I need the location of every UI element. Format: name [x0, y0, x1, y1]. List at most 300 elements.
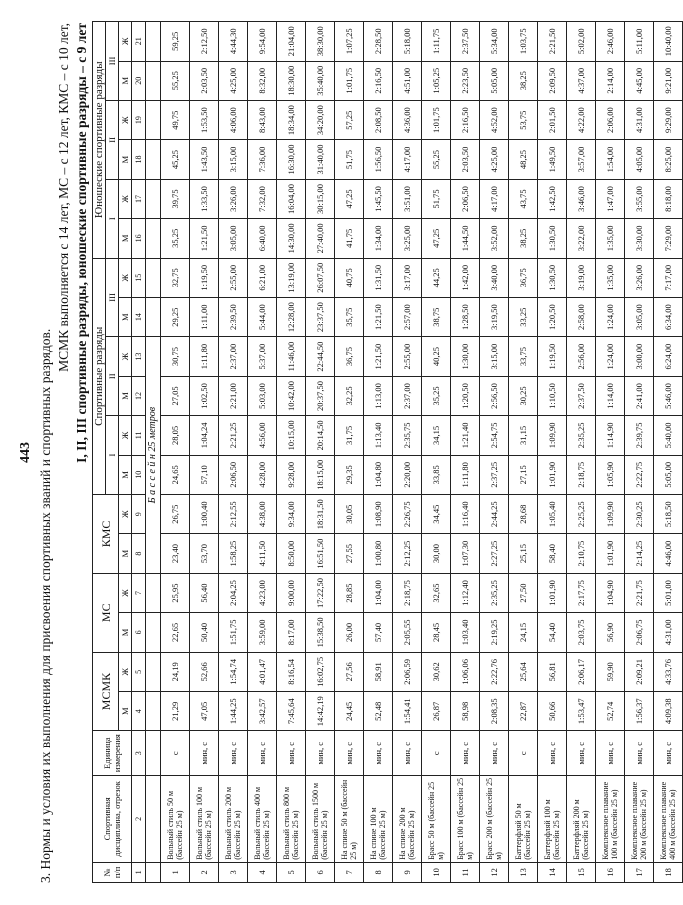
norm-value: 1:01,75 — [422, 100, 451, 139]
norm-value: 5:37,00 — [248, 337, 277, 376]
norm-value: 1:04,90 — [596, 573, 625, 612]
norm-value: 2:54,75 — [480, 416, 509, 455]
norm-value: 4:06,00 — [219, 100, 248, 139]
norm-value: 1:03,40 — [451, 613, 480, 652]
norm-value: 52,66 — [190, 652, 219, 691]
norm-value: 4:22,00 — [567, 100, 596, 139]
norm-value: 1:00,80 — [364, 534, 393, 573]
norm-value: 2:37,25 — [480, 455, 509, 494]
norm-value: 2:16,50 — [364, 61, 393, 100]
norm-value: 30,00 — [422, 534, 451, 573]
unit-cell: мин, с — [567, 731, 596, 775]
kms-header: КМС — [93, 495, 119, 574]
norm-value: 4:09,38 — [654, 692, 683, 731]
norm-value: 27,55 — [335, 534, 364, 573]
norm-value: 1:04,80 — [364, 455, 393, 494]
norm-value: 18:31,50 — [306, 495, 335, 534]
norm-value: 1:16,40 — [451, 495, 480, 534]
gender-zh-header: Ж — [119, 179, 132, 218]
norm-value: 2:30,25 — [625, 495, 654, 534]
norm-value: 3:19,50 — [480, 297, 509, 336]
norm-value: 30,25 — [509, 376, 538, 415]
unit-cell: мин, с — [451, 731, 480, 775]
norm-value: 51,75 — [422, 179, 451, 218]
norm-value: 4:52,00 — [480, 100, 509, 139]
norm-value: 2:06,59 — [393, 652, 422, 691]
norm-value: 4:31,00 — [625, 100, 654, 139]
norm-value: 1:01,90 — [538, 455, 567, 494]
norm-value: 1:19,50 — [190, 258, 219, 297]
norm-value: 32,65 — [422, 573, 451, 612]
norm-value: 4:05,00 — [625, 140, 654, 179]
unit-cell: мин, с — [625, 731, 654, 775]
discipline-name: Вольный стиль 1500 м (бассейн 25 м) — [306, 775, 335, 862]
norm-value: 1:07,30 — [451, 534, 480, 573]
norm-value: 24,45 — [335, 692, 364, 731]
norm-value: 4:56,00 — [248, 416, 277, 455]
table-row — [335, 22, 364, 883]
discipline-name: Комплексное плавание 100 м (бассейн 25 м) — [596, 775, 625, 862]
norm-value: 58,91 — [364, 652, 393, 691]
norm-value: 4:31,00 — [654, 613, 683, 652]
norm-value: 21,29 — [161, 692, 190, 731]
gender-m-header: М — [119, 61, 132, 100]
norm-value: 2:18,75 — [393, 573, 422, 612]
norm-value: 9:28,00 — [277, 455, 306, 494]
norm-value: 9:21,00 — [654, 61, 683, 100]
norm-value: 1:09,90 — [596, 495, 625, 534]
youth-ranks-header: Юношеские спортивные разряды — [93, 22, 106, 259]
norm-value: 45,25 — [161, 140, 190, 179]
norm-value: 18:30,00 — [277, 61, 306, 100]
norm-value: 1:24,00 — [596, 337, 625, 376]
norm-value: 25,95 — [161, 573, 190, 612]
unit-cell: мин, с — [306, 731, 335, 775]
norm-value: 38,25 — [509, 61, 538, 100]
norm-value: 3:30,00 — [625, 219, 654, 258]
gender-m-header: М — [119, 140, 132, 179]
norm-value: 2:19,25 — [480, 613, 509, 652]
norm-value: 2:22,75 — [625, 455, 654, 494]
norm-value: 4:25,00 — [480, 140, 509, 179]
norm-value: 1:13,00 — [364, 376, 393, 415]
column-number: 20 — [132, 61, 146, 100]
norm-value: 1:51,75 — [219, 613, 248, 652]
column-number: 3 — [132, 731, 146, 775]
norm-value: 10:40,00 — [654, 22, 683, 62]
norm-value: 57,25 — [335, 100, 364, 139]
discipline-name: Баттерфляй 200 м (бассейн 25 м) — [567, 775, 596, 862]
norm-value: 17:22,50 — [306, 573, 335, 612]
norm-value: 38,25 — [509, 219, 538, 258]
norm-value: 1:20,50 — [538, 297, 567, 336]
norm-value: 50,40 — [190, 613, 219, 652]
table-row — [277, 22, 306, 883]
norm-value: 1:56,37 — [625, 692, 654, 731]
column-number: 2 — [132, 775, 146, 862]
norm-value: 2:44,25 — [480, 495, 509, 534]
norm-value: 5:18,50 — [654, 495, 683, 534]
norm-value: 16:51,50 — [306, 534, 335, 573]
column-number: 8 — [132, 534, 146, 573]
norm-value: 1:21,40 — [451, 416, 480, 455]
norm-value: 4:45,00 — [625, 61, 654, 100]
norm-value: 2:41,00 — [625, 376, 654, 415]
norm-value: 40,75 — [335, 258, 364, 297]
norm-value: 35,25 — [422, 376, 451, 415]
norm-value: 1:06,06 — [451, 652, 480, 691]
norm-value: 1:01,90 — [538, 573, 567, 612]
column-number: 10 — [132, 455, 146, 494]
norm-value: 56,81 — [538, 652, 567, 691]
norm-value: 52,74 — [596, 692, 625, 731]
unit-cell: мин, с — [480, 731, 509, 775]
table-row — [219, 22, 248, 883]
gender-m-header: М — [119, 297, 132, 336]
norm-value: 3:26,00 — [219, 179, 248, 218]
row-number: 4 — [248, 862, 277, 882]
norm-value: 2:58,00 — [567, 297, 596, 336]
norm-value: 2:01,50 — [538, 100, 567, 139]
norm-value: 1:21,50 — [364, 297, 393, 336]
unit-cell: с — [161, 731, 190, 775]
gender-zh-header: Ж — [119, 416, 132, 455]
norm-value: 1:01,75 — [335, 61, 364, 100]
gender-m-header: М — [119, 613, 132, 652]
norm-value: 1:43,50 — [190, 140, 219, 179]
norm-value: 3:15,00 — [219, 140, 248, 179]
norm-value: 2:06,50 — [451, 179, 480, 218]
table-row — [654, 22, 683, 883]
norm-value: 2:21,50 — [538, 22, 567, 62]
norm-value: 23,40 — [161, 534, 190, 573]
unit-cell: с — [422, 731, 451, 775]
table-row — [567, 22, 596, 883]
norm-value: 3:22,00 — [567, 219, 596, 258]
norm-value: 59,90 — [596, 652, 625, 691]
norm-value: 1:34,00 — [364, 219, 393, 258]
norm-value: 29,35 — [335, 455, 364, 494]
norm-value: 1:42,00 — [451, 258, 480, 297]
norm-value: 8:25,00 — [654, 140, 683, 179]
norm-value: 9:34,00 — [277, 495, 306, 534]
norm-value: 1:08,90 — [364, 495, 393, 534]
norm-value: 6:34,00 — [654, 297, 683, 336]
sport-rank-1: I — [106, 416, 119, 495]
norm-value: 8:17,00 — [277, 613, 306, 652]
norm-value: 20:14,50 — [306, 416, 335, 455]
norm-value: 29,25 — [161, 297, 190, 336]
norm-value: 39,75 — [161, 179, 190, 218]
norm-value: 1:10,50 — [538, 376, 567, 415]
norm-value: 5:02,00 — [567, 22, 596, 62]
norm-value: 55,25 — [422, 140, 451, 179]
norm-value: 1:35,00 — [596, 219, 625, 258]
norm-value: 1:11,75 — [422, 22, 451, 62]
norm-value: 3:40,00 — [480, 258, 509, 297]
norm-value: 5:44,00 — [248, 297, 277, 336]
column-number: 19 — [132, 100, 146, 139]
norm-value: 33,25 — [509, 297, 538, 336]
gender-m-header: М — [119, 534, 132, 573]
norm-value: 4:17,00 — [393, 140, 422, 179]
norm-value: 1:14,90 — [596, 416, 625, 455]
norm-value: 8:50,00 — [277, 534, 306, 573]
row-number: 15 — [567, 862, 596, 882]
norm-value: 9:00,00 — [277, 573, 306, 612]
norm-value: 23:37,50 — [306, 297, 335, 336]
norm-value: 2:57,00 — [393, 297, 422, 336]
norm-value: 2:55,00 — [393, 337, 422, 376]
table-row — [161, 22, 190, 883]
norm-value: 2:06,75 — [625, 613, 654, 652]
norm-value: 47,05 — [190, 692, 219, 731]
norm-value: 54,40 — [538, 613, 567, 652]
norm-value: 1:58,25 — [219, 534, 248, 573]
norm-value: 7:32,00 — [248, 179, 277, 218]
norm-value: 38,75 — [422, 297, 451, 336]
row-number: 9 — [393, 862, 422, 882]
norm-value: 40,25 — [422, 337, 451, 376]
norm-value: 34,45 — [422, 495, 451, 534]
norm-value: 2:46,00 — [596, 22, 625, 62]
gender-zh-header: Ж — [119, 258, 132, 297]
norm-value: 7:29,00 — [654, 219, 683, 258]
norm-value: 25,64 — [509, 652, 538, 691]
norm-value: 3:55,00 — [625, 179, 654, 218]
gender-zh-header: Ж — [119, 22, 132, 62]
norm-value: 1:04,00 — [364, 573, 393, 612]
norm-value: 22,87 — [509, 692, 538, 731]
unit-cell: мин, с — [596, 731, 625, 775]
unit-cell: мин, с — [190, 731, 219, 775]
norm-value: 15:38,50 — [306, 613, 335, 652]
column-number: 15 — [132, 258, 146, 297]
norm-value: 1:53,50 — [190, 100, 219, 139]
norm-value: 1:56,50 — [364, 140, 393, 179]
norm-value: 56,40 — [190, 573, 219, 612]
norm-value: 2:35,75 — [393, 416, 422, 455]
norm-value: 20:37,50 — [306, 376, 335, 415]
norm-value: 3:15,00 — [480, 337, 509, 376]
norm-value: 9:29,00 — [654, 100, 683, 139]
row-number: 14 — [538, 862, 567, 882]
norm-value: 26,87 — [422, 692, 451, 731]
discipline-name: Вольный стиль 800 м (бассейн 25 м) — [277, 775, 306, 862]
gender-zh-header: Ж — [119, 337, 132, 376]
norm-value: 10:42,00 — [277, 376, 306, 415]
norm-value: 2:06,50 — [219, 455, 248, 494]
norm-value: 33,75 — [509, 337, 538, 376]
norm-value: 36,75 — [509, 258, 538, 297]
column-number: 5 — [132, 652, 146, 691]
norm-value: 57,40 — [364, 613, 393, 652]
norm-value: 2:56,50 — [480, 376, 509, 415]
norm-value: 30:15,00 — [306, 179, 335, 218]
norms-table — [92, 21, 683, 883]
norm-value: 24,19 — [161, 652, 190, 691]
norm-value: 1:12,40 — [451, 573, 480, 612]
norm-value: 1:54,41 — [393, 692, 422, 731]
norm-value: 1:33,50 — [190, 179, 219, 218]
norm-value: 1:04,24 — [190, 416, 219, 455]
unit-cell: с — [509, 731, 538, 775]
norm-value: 43,75 — [509, 179, 538, 218]
norm-value: 5:01,00 — [654, 573, 683, 612]
norm-value: 41,75 — [335, 219, 364, 258]
table-row — [248, 22, 277, 883]
norm-value: 5:03,00 — [248, 376, 277, 415]
norm-value: 2:14,00 — [596, 61, 625, 100]
norm-value: 34,15 — [422, 416, 451, 455]
norm-value: 2:21,75 — [625, 573, 654, 612]
norm-value: 2:04,25 — [219, 573, 248, 612]
norm-value: 2:16,50 — [451, 100, 480, 139]
norm-value: 7:36,00 — [248, 140, 277, 179]
norm-value: 5:05,00 — [480, 61, 509, 100]
norm-value: 2:12,25 — [393, 534, 422, 573]
norm-value: 2:21,25 — [219, 416, 248, 455]
norm-value: 27,50 — [509, 573, 538, 612]
sport-ranks-header: Спортивные разряды — [93, 258, 106, 494]
norm-value: 1:28,50 — [451, 297, 480, 336]
unit-cell: мин, с — [248, 731, 277, 775]
column-number: 11 — [132, 416, 146, 455]
norm-value: 1:03,75 — [509, 22, 538, 62]
column-number: 9 — [132, 495, 146, 534]
norm-value: 1:45,50 — [364, 179, 393, 218]
norm-value: 35:40,00 — [306, 61, 335, 100]
norm-value: 2:14,25 — [625, 534, 654, 573]
norm-value: 2:35,25 — [480, 573, 509, 612]
gender-m-header: М — [119, 692, 132, 731]
norm-value: 1:02,50 — [190, 376, 219, 415]
norm-value: 38:30,00 — [306, 22, 335, 62]
discipline-name: Вольный стиль 200 м (бассейн 25 м) — [219, 775, 248, 862]
column-number: 14 — [132, 297, 146, 336]
row-number: 12 — [480, 862, 509, 882]
norm-value: 2:03,50 — [451, 140, 480, 179]
unit-cell: мин, с — [393, 731, 422, 775]
norm-value: 1:21,50 — [364, 337, 393, 376]
norm-value: 4:23,00 — [248, 573, 277, 612]
ms-header: МС — [93, 573, 119, 652]
gender-m-header: М — [119, 455, 132, 494]
norm-value: 16:02,75 — [306, 652, 335, 691]
norm-value: 2:12,55 — [219, 495, 248, 534]
gender-m-header: М — [119, 219, 132, 258]
norm-value: 18:15,00 — [306, 455, 335, 494]
norm-value: 48,25 — [509, 140, 538, 179]
discipline-name: Комплексное плавание 400 м (бассейн 25 м) — [654, 775, 683, 862]
norm-value: 2:39,75 — [625, 416, 654, 455]
norm-value: 25,15 — [509, 534, 538, 573]
column-number: 16 — [132, 219, 146, 258]
column-number: 21 — [132, 22, 146, 62]
norm-value: 2:39,50 — [219, 297, 248, 336]
norm-value: 2:05,55 — [393, 613, 422, 652]
norm-value: 44,25 — [422, 258, 451, 297]
norm-value: 58,98 — [451, 692, 480, 731]
row-number: 16 — [596, 862, 625, 882]
norm-value: 3:57,00 — [567, 140, 596, 179]
norm-value: 1:20,50 — [451, 376, 480, 415]
column-number: 18 — [132, 140, 146, 179]
discipline-name: Комплексное плавание 200 м (бассейн 25 м) — [625, 775, 654, 862]
gender-zh-header: Ж — [119, 495, 132, 534]
norm-value: 1:11,80 — [451, 455, 480, 494]
norm-value: 4:11,50 — [248, 534, 277, 573]
norm-value: 31,75 — [335, 416, 364, 455]
column-number: 1 — [132, 862, 146, 882]
youth-rank-3: III — [106, 22, 119, 101]
page-number: 443 — [18, 442, 33, 463]
unit-cell: мин, с — [277, 731, 306, 775]
norm-value: 11:46,00 — [277, 337, 306, 376]
norm-value: 3:26,00 — [625, 258, 654, 297]
norm-value: 28,68 — [509, 495, 538, 534]
norm-value: 10:15,00 — [277, 416, 306, 455]
norm-value: 2:03,75 — [567, 613, 596, 652]
norm-value: 2:21,00 — [219, 376, 248, 415]
norm-value: 4:51,00 — [393, 61, 422, 100]
norm-value: 31,15 — [509, 416, 538, 455]
table-row — [364, 22, 393, 883]
gender-zh-header: Ж — [119, 573, 132, 612]
norm-value: 53,70 — [190, 534, 219, 573]
norm-value: 2:03,50 — [190, 61, 219, 100]
norm-value: 2:35,25 — [567, 416, 596, 455]
norm-value: 2:12,50 — [190, 22, 219, 62]
norm-value: 53,75 — [509, 100, 538, 139]
norm-value: 6:40,00 — [248, 219, 277, 258]
norm-value: 1:54,74 — [219, 652, 248, 691]
table-row — [393, 22, 422, 883]
norm-value: 4:25,00 — [219, 61, 248, 100]
age-conditions: МСМК выполняется с 14 лет, МС – с 12 лет, КМС – с 10 лет, — [56, 23, 71, 372]
discipline-name: Брасс 100 м (бассейн 25 м) — [451, 775, 480, 862]
norm-value: 30,05 — [335, 495, 364, 534]
norm-value: 2:06,00 — [596, 100, 625, 139]
col-unit-header: Единица измерения — [93, 731, 132, 775]
norm-value: 1:07,25 — [335, 22, 364, 62]
norm-value: 1:21,50 — [190, 219, 219, 258]
gender-zh-header: Ж — [119, 100, 132, 139]
norm-value: 51,75 — [335, 140, 364, 179]
norm-value: 2:10,75 — [567, 534, 596, 573]
norm-value: 26,75 — [161, 495, 190, 534]
norm-value: 4:44,30 — [219, 22, 248, 62]
norm-value: 2:09,50 — [538, 61, 567, 100]
norm-value: 2:22,76 — [480, 652, 509, 691]
norm-value: 3:17,00 — [393, 258, 422, 297]
norm-value: 3:42,57 — [248, 692, 277, 731]
norm-value: 3:46,00 — [567, 179, 596, 218]
norm-value: 1:19,50 — [538, 337, 567, 376]
norm-value: 1:54,00 — [596, 140, 625, 179]
norm-value: 33,85 — [422, 455, 451, 494]
row-number: 13 — [509, 862, 538, 882]
norm-value: 26,00 — [335, 613, 364, 652]
column-number: 6 — [132, 613, 146, 652]
norm-value: 5:34,00 — [480, 22, 509, 62]
norm-value: 2:26,75 — [393, 495, 422, 534]
norm-value: 3:51,00 — [393, 179, 422, 218]
discipline-name: Вольный стиль 400 м (бассейн 25 м) — [248, 775, 277, 862]
row-number: 18 — [654, 862, 683, 882]
norm-value: 9:54,00 — [248, 22, 277, 62]
norm-value: 36,75 — [335, 337, 364, 376]
